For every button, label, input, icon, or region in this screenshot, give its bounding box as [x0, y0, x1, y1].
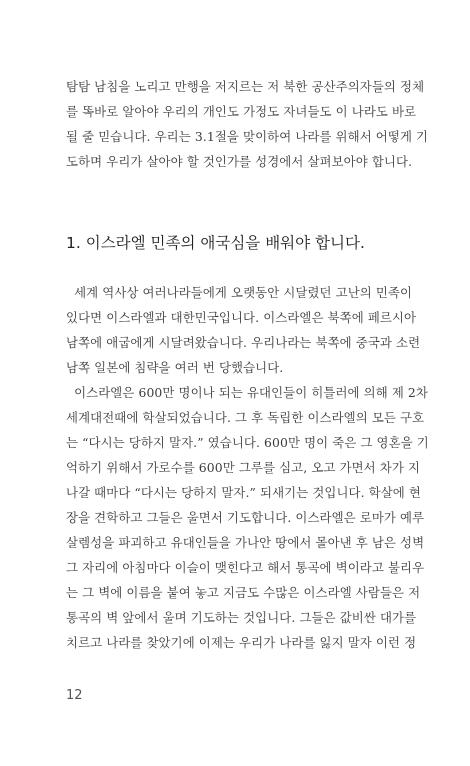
- text-line: 나갈 때마다 “다시는 당하지 말자.” 되새기는 것입니다. 학살에 현: [66, 485, 421, 500]
- text-line: 도하며 우리가 살아야 할 것인가를 성경에서 살펴보아야 합니다.: [66, 154, 413, 169]
- text-line: 탐탐 남침을 노리고 만행을 저지르는 저 북한 공산주의자들의 정체: [66, 79, 425, 94]
- page-number: 12: [66, 688, 83, 703]
- text-line: 는 “다시는 당하지 말자.” 였습니다. 600만 명이 죽은 그 영혼을 기: [66, 435, 429, 450]
- text-line: 세계 역사상 여러나라들에게 오랫동안 시달렸던 고난의 민족이: [66, 285, 413, 300]
- section-body: [66, 280, 429, 655]
- text-line: 남쪽 일본에 침략을 여러 번 당했습니다.: [66, 360, 284, 375]
- intro-paragraph: [66, 74, 429, 174]
- text-line: 억하기 위해서 가로수를 600만 그루를 심고, 오고 가면서 차가 지: [66, 460, 420, 475]
- text-line: 살렘성을 파괴하고 유대인들을 가나안 땅에서 몰아낸 후 남은 성벽: [66, 535, 425, 550]
- text-line: 통곡의 벽 앞에서 울며 기도하는 것입니다. 그들은 값비싼 대가를: [66, 610, 417, 625]
- section-heading: 1. 이스라엘 민족의 애국심을 배워야 합니다.: [66, 234, 365, 252]
- text-line: 그 자리에 아침마다 이슬이 맺힌다고 해서 통곡에 벽이라고 불리우: [66, 560, 425, 575]
- text-line: 는 그 벽에 이름을 붙여 놓고 지금도 수많은 이스라엘 사람들은 저: [66, 585, 421, 600]
- text-line: 세계대전때에 학살되었습니다. 그 후 독립한 이스라엘의 모든 구호: [66, 410, 425, 425]
- text-line: 장을 견학하고 그들은 울면서 기도합니다. 이스라엘은 로마가 예루: [66, 510, 425, 525]
- text-line: 남쪽에 애굽에게 시달려왔습니다. 우리나라는 북쪽에 중국과 소련: [66, 335, 421, 350]
- text-line: 치르고 나라를 찾았기에 이제는 우리가 나라를 잃지 말자 이런 정: [66, 635, 417, 650]
- text-line: 이스라엘은 600만 명이나 되는 유대인들이 히틀러에 의해 제 2차: [66, 385, 428, 400]
- text-line: 있다면 이스라엘과 대한민국입니다. 이스라엘은 북쪽에 페르시아: [66, 310, 417, 325]
- text-line: 를 똑바로 알아야 우리의 개인도 가정도 자녀들도 이 나라도 바로: [66, 104, 417, 119]
- text-line: 될 줄 믿습니다. 우리는 3.1절을 맞이하여 나라를 위해서 어떻게 기: [66, 129, 429, 144]
